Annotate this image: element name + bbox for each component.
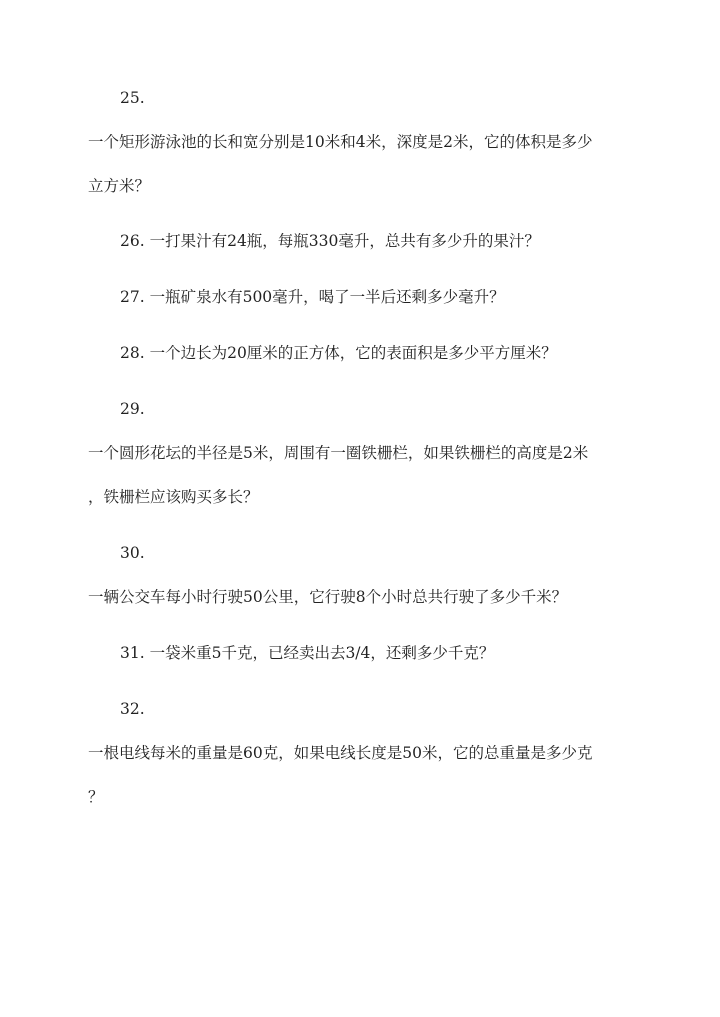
question-31: 31. 一袋米重5千克，已经卖出去3/4，还剩多少千克？ (120, 644, 495, 662)
question-25-number: 25. (120, 89, 145, 107)
question-32-number: 32. (120, 700, 145, 718)
question-30-number: 30. (120, 544, 145, 562)
question-27: 27. 一瓶矿泉水有500毫升，喝了一半后还剩多少毫升？ (120, 288, 505, 306)
question-32-text-line-2: ？ (88, 788, 104, 806)
question-26: 26. 一打果汁有24瓶，每瓶330毫升，总共有多少升的果汁？ (120, 232, 540, 250)
question-25-text-line-2: 立方米？ (88, 177, 151, 195)
question-28: 28. 一个边长为20厘米的正方体，它的表面积是多少平方厘米？ (120, 344, 557, 362)
question-29-text-line-2: ，铁栅栏应该购买多长？ (88, 488, 259, 506)
question-29-number: 29. (120, 400, 145, 418)
question-30-text-line-1: 一辆公交车每小时行驶50公里，它行驶8个小时总共行驶了多少千米？ (88, 588, 568, 606)
question-32-text-line-1: 一根电线每米的重量是60克，如果电线长度是50米，它的总重量是多少克 (88, 744, 593, 762)
question-25-text-line-1: 一个矩形游泳池的长和宽分别是10米和4米，深度是2米，它的体积是多少 (88, 133, 593, 151)
question-29-text-line-1: 一个圆形花坛的半径是5米，周围有一圈铁栅栏，如果铁栅栏的高度是2米 (88, 444, 589, 462)
